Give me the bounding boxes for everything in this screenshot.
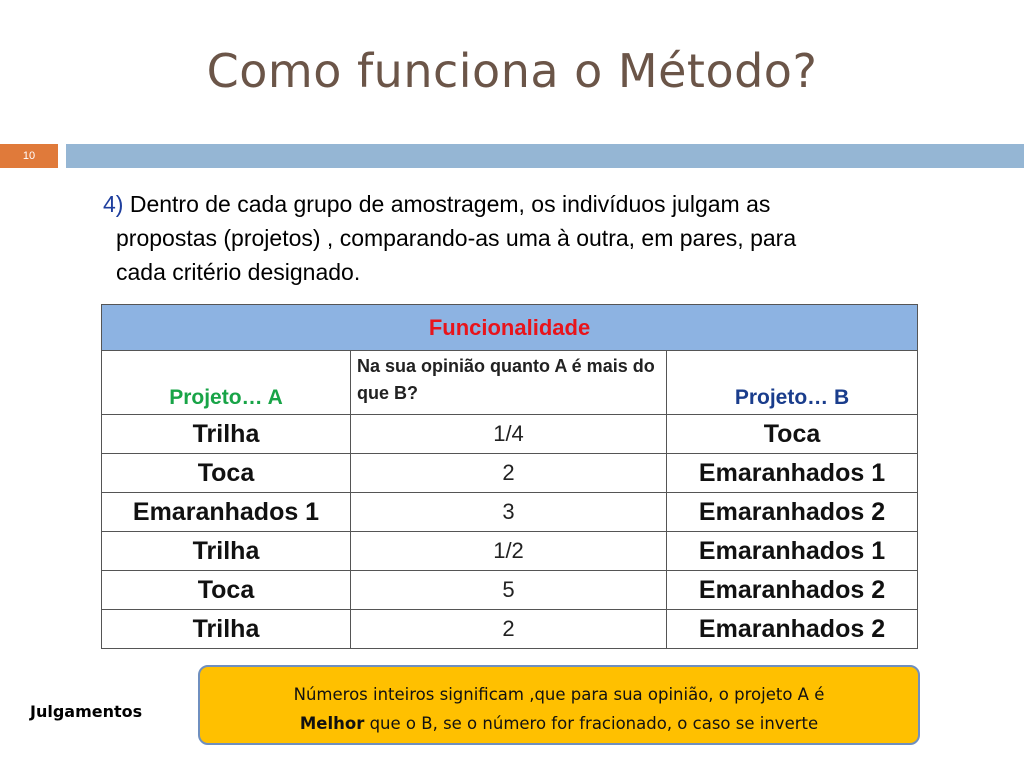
- cell-project-a: Trilha: [102, 415, 351, 454]
- cell-project-b: Toca: [667, 415, 918, 454]
- cell-project-a: Trilha: [102, 532, 351, 571]
- cell-project-b: Emaranhados 2: [667, 610, 918, 649]
- step-number: 4): [103, 191, 124, 217]
- table-row: [102, 571, 918, 610]
- cell-project-b: Emaranhados 2: [667, 571, 918, 610]
- cell-value: 1/2: [351, 532, 667, 571]
- cell-project-b: Emaranhados 2: [667, 493, 918, 532]
- body-line-2: propostas (projetos) , comparando-as uma à outra, em pares, para: [116, 225, 797, 251]
- table-row: [102, 493, 918, 532]
- table-row: [102, 532, 918, 571]
- table-row: [102, 454, 918, 493]
- table-row: [102, 610, 918, 649]
- table-row: [102, 415, 918, 454]
- slide-number: 10: [0, 144, 58, 168]
- table-subheader-row: [102, 351, 918, 415]
- cell-value: 2: [351, 454, 667, 493]
- body-line-1: Dentro de cada grupo de amostragem, os indivíduos julgam as: [123, 191, 771, 217]
- header-rule: [66, 144, 1024, 168]
- note-line-2-rest: que o B, se o número for fracionado, o caso se inverte: [364, 714, 819, 733]
- note-line-1: Números inteiros significam ,que para sua opinião, o projeto A é: [293, 685, 825, 704]
- slide-title: Como funciona o Método?: [206, 44, 818, 98]
- explanation-note: [198, 665, 920, 745]
- table-header-row: [102, 305, 918, 351]
- cell-project-a: Toca: [102, 454, 351, 493]
- cell-value: 1/4: [351, 415, 667, 454]
- cell-project-a: Trilha: [102, 610, 351, 649]
- cell-project-b: Emaranhados 1: [667, 532, 918, 571]
- judgments-label: Julgamentos: [30, 702, 143, 721]
- body-paragraph: [103, 187, 983, 289]
- note-bold-word: Melhor: [299, 714, 365, 733]
- cell-project-b: Emaranhados 1: [667, 454, 918, 493]
- body-line-3: cada critério designado.: [116, 259, 361, 285]
- column-question: Na sua opinião quanto A é mais do que B?: [351, 351, 667, 415]
- cell-value: 5: [351, 571, 667, 610]
- cell-value: 3: [351, 493, 667, 532]
- cell-project-a: Emaranhados 1: [102, 493, 351, 532]
- note-line-2: [200, 709, 918, 738]
- column-project-b: Projeto… B: [667, 351, 918, 415]
- column-project-a: Projeto… A: [102, 351, 351, 415]
- criterion-header: Funcionalidade: [102, 305, 918, 351]
- cell-project-a: Toca: [102, 571, 351, 610]
- cell-value: 2: [351, 610, 667, 649]
- comparison-table: [101, 304, 918, 649]
